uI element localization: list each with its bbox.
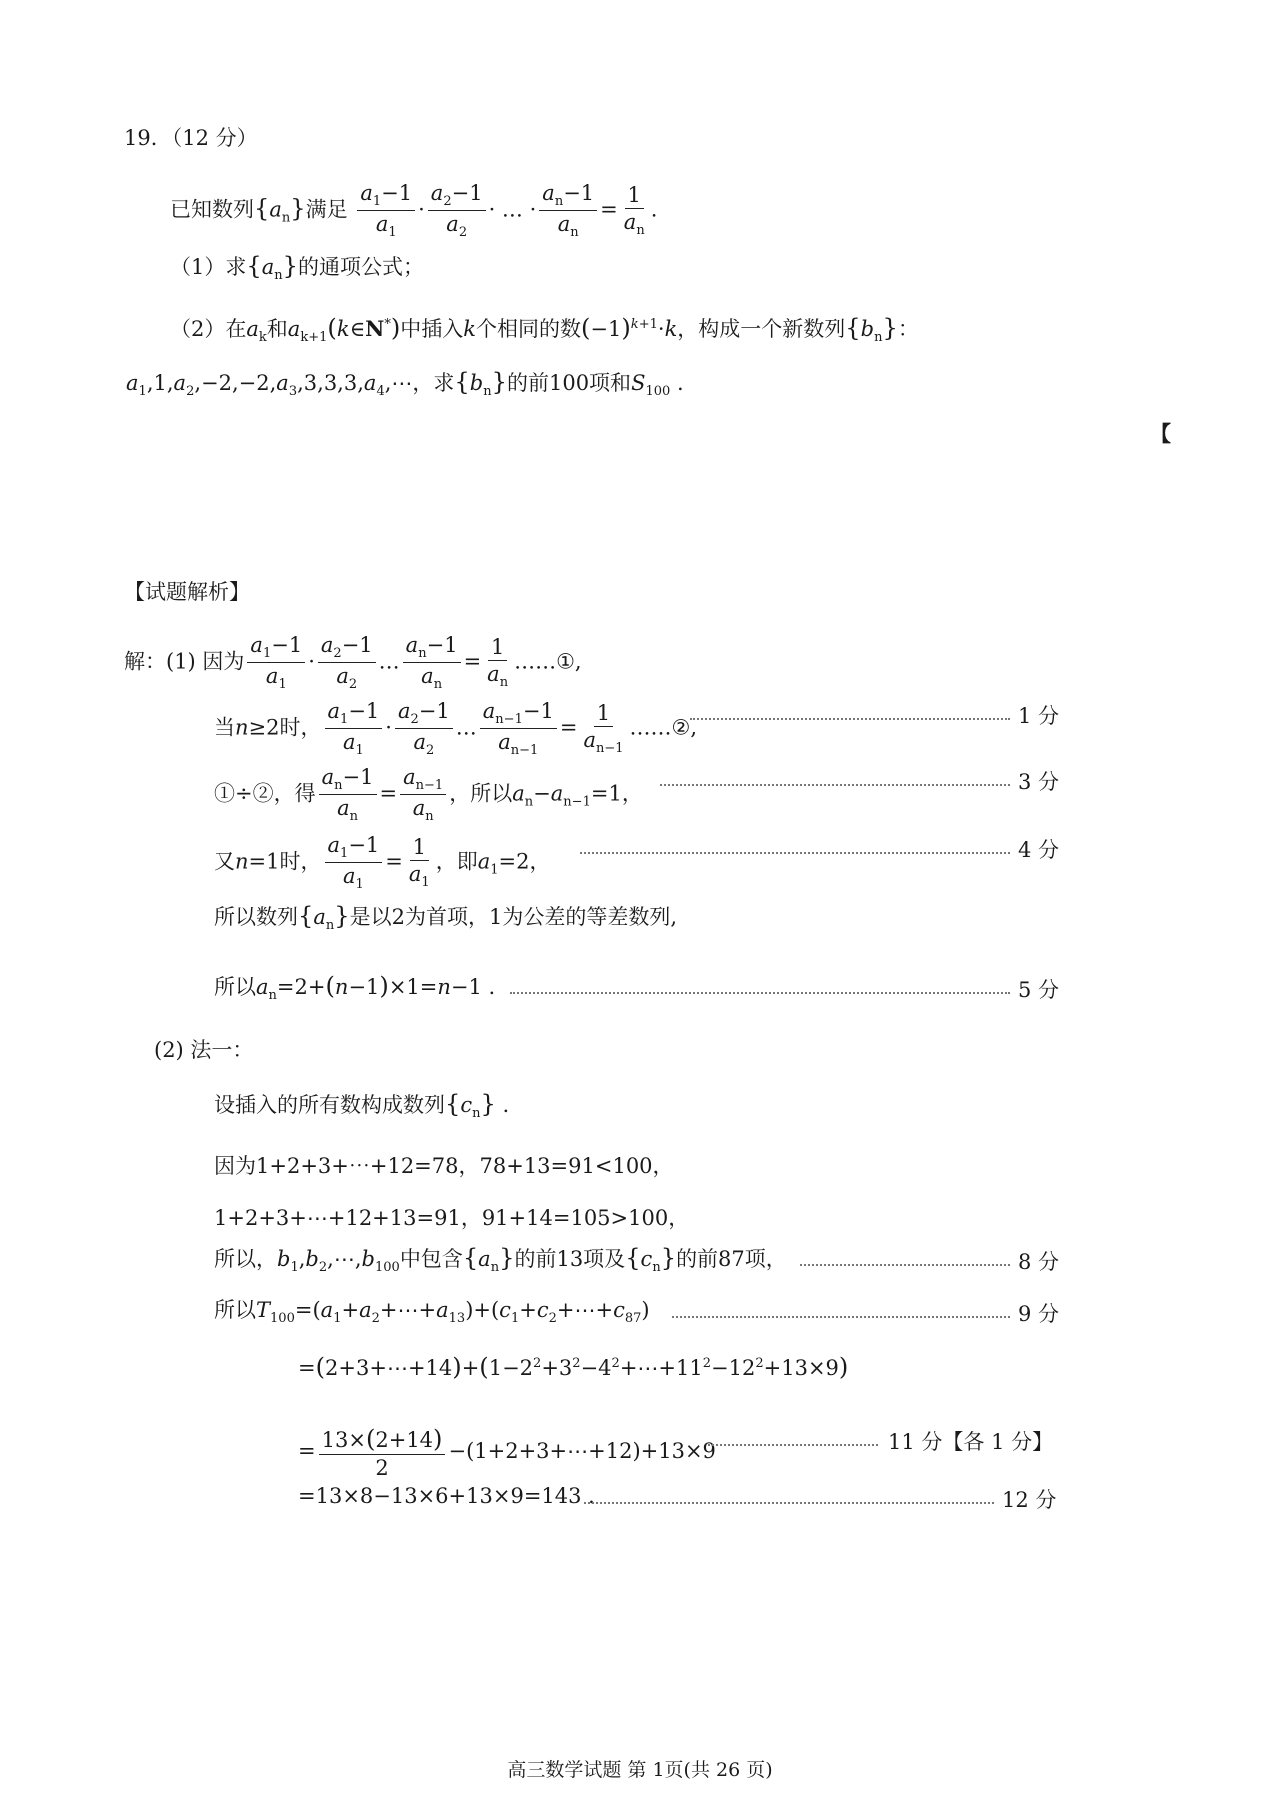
score-5: 5 分 bbox=[1018, 978, 1060, 1002]
page-footer: 高三数学试题 第 1页(共 26 页) bbox=[507, 1759, 773, 1781]
solution-line-4: 又n=1时， $\frac{a_1-1}{a_1}$ = $\frac{1}{a_1}$ ，即$a_1=2$， bbox=[214, 833, 551, 893]
score-9: 9 分 bbox=[1018, 1302, 1060, 1326]
question-part1: （1）求$\{a_n\}$的通项公式； bbox=[170, 252, 425, 284]
score-4: 4 分 bbox=[1018, 838, 1060, 862]
solution-part2-heading: (2) 法一： bbox=[154, 1038, 254, 1062]
score-3: 3 分 bbox=[1018, 770, 1060, 794]
solution-line-5: 所以数列$\{a_n\}$是以2为首项，1为公差的等差数列, bbox=[214, 902, 678, 934]
analysis-header: 【试题解析】 bbox=[124, 580, 250, 604]
solution-line-10: 所以，$b_1,b_2,\cdots,b_{100}$中包含$\{a_n\}$的前13项及$\{c_n\}$的前87项， bbox=[214, 1244, 787, 1276]
solution-line-12: $=(2+3+\cdots+14)+(1-2^2+3^2-4^2+\cdots+11^2-12^2+13\times 9)$ bbox=[298, 1353, 849, 1381]
question-part2-line1: （2）在$a_k$和$a_{k+1}(k\in N^*)$中插入k个相同的数$(-1)^{k+1}\cdot k$，构成一个新数列$\{b_n\}$： bbox=[170, 314, 919, 346]
leader-dots bbox=[584, 1502, 994, 1504]
leader-dots bbox=[672, 1316, 1010, 1318]
score-1: 1 分 bbox=[1018, 704, 1060, 728]
score-12: 12 分 bbox=[1002, 1488, 1057, 1512]
solution-line-13: = $\frac{13\times(2+14)}{2}$ −(1+2+3+⋯+12)+13×9 bbox=[298, 1425, 716, 1481]
solution-line-2: 当n≥2时， $\frac{a_1-1}{a_1}$ · $\frac{a_2-1}{a_2}$ … $\frac{a_{n-1}-1}{a_{n-1}}$ = $\frac{1}{a_{n-1}}$ ……②, bbox=[214, 699, 698, 759]
leader-dots bbox=[660, 784, 1010, 786]
question-intro: 已知数列$\{a_n\}$满足 $\frac{a_1-1}{a_1}$ · $\frac{a_2-1}{a_2}$ · … · $\frac{a_n-1}{a_n}$ = $\frac{1}{a_n}$ . bbox=[170, 181, 658, 241]
solution-line-14: =13×8−13×6+13×9=143 . bbox=[298, 1484, 595, 1508]
solution-line-6: 所以$a_n=2+(n-1)\times 1=n-1$ . bbox=[214, 972, 496, 1004]
leader-dots bbox=[510, 992, 1010, 994]
leader-dots bbox=[690, 718, 1010, 720]
solution-line-3: ①÷②，得 $\frac{a_n-1}{a_n}$ = $\frac{a_{n-1}}{a_n}$ ，所以$a_n-a_{n-1}=1$， bbox=[214, 765, 643, 825]
score-11: 11 分【各 1 分】 bbox=[888, 1430, 1054, 1454]
score-8: 8 分 bbox=[1018, 1250, 1060, 1274]
leader-dots bbox=[580, 852, 1010, 854]
solution-line-8: 因为1+2+3+⋯+12=78，78+13=91<100， bbox=[214, 1154, 674, 1178]
solution-line-7: 设插入的所有数构成数列$\{c_n\}$ . bbox=[214, 1090, 510, 1122]
solution-line-9: 1+2+3+⋯+12+13=91，91+14=105>100， bbox=[214, 1206, 690, 1230]
margin-bracket: 【 bbox=[1150, 421, 1171, 446]
leader-dots bbox=[708, 1444, 878, 1446]
solution-line-11: 所以$T_{100}=(a_1+a_2+\cdots+a_{13})+(c_1+c_2+\cdots+c_{87})$ bbox=[214, 1298, 650, 1327]
solution-line-1: 解：(1) 因为 $\frac{a_1-1}{a_1}$ · $\frac{a_2-1}{a_2}$ … $\frac{a_n-1}{a_n}$ = $\frac{1}{a_n}$ ……①, bbox=[124, 633, 582, 693]
question-part2-line2: $a_1,1,a_2,-2,-2,a_3,3,3,3,a_4,\cdots$，求$\{b_n\}$的前100项和$S_{100}$ . bbox=[126, 368, 684, 400]
question-number: 19．（12 分） bbox=[124, 126, 258, 150]
leader-dots bbox=[800, 1264, 1010, 1266]
